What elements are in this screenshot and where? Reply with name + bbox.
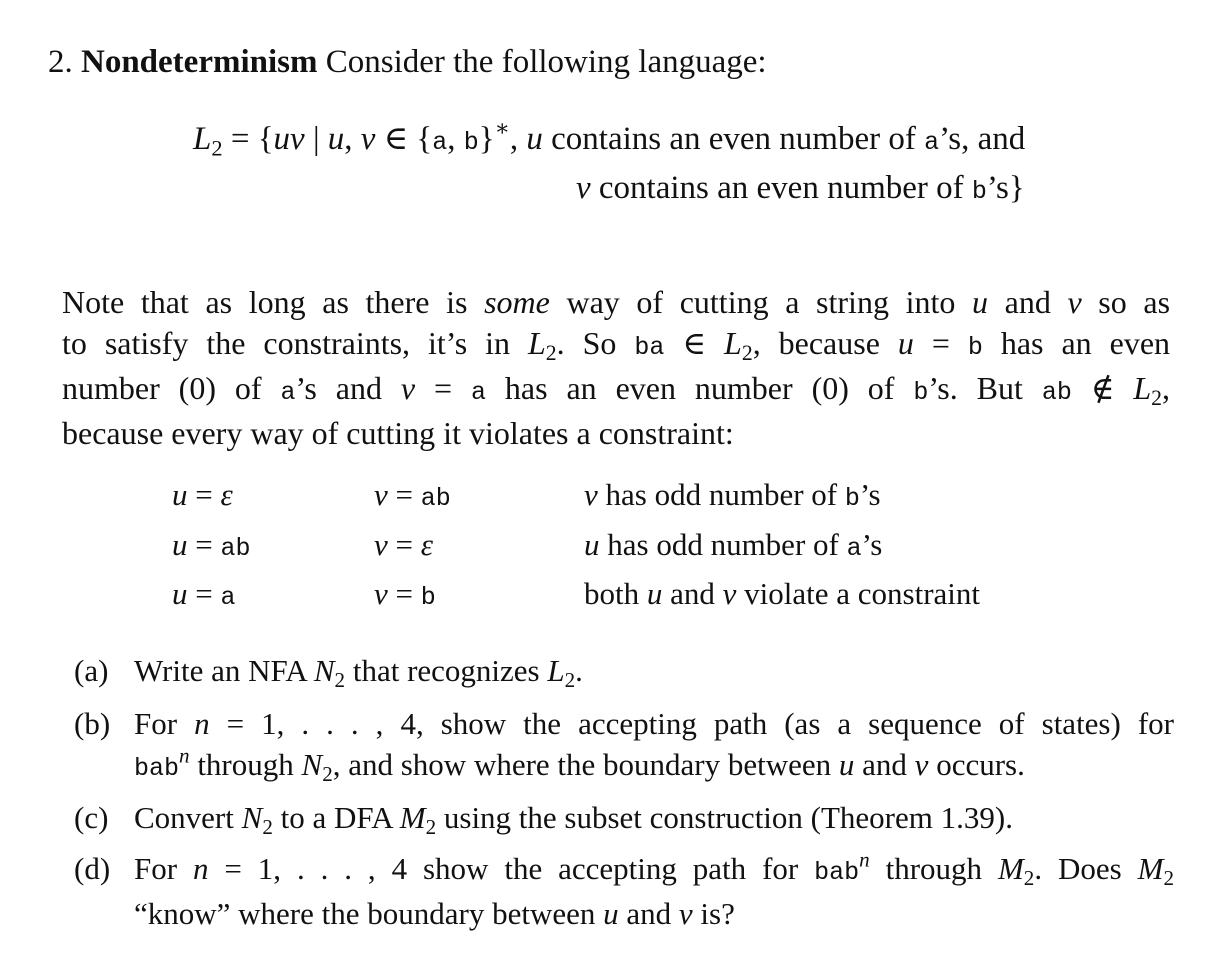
part-label: (b) [74, 706, 111, 741]
cut-u: u = ε [172, 477, 233, 512]
cut-row [0, 527, 1222, 567]
language-definition-line-1: $L_2 = \{uv$ | u, v ∈ {a, b}∗, u contains an even number of a’s, and [193, 115, 1026, 161]
cut-row [0, 576, 1222, 616]
note-line-2: to satisfy the constraints, it’s in $L_2$. So ba ∈ $L_2$, because u = b has an even [62, 325, 1171, 366]
note-paragraph [62, 282, 1170, 454]
note-line-3: number (0) of a’s and v = a has an even number (0) of b’s. But ab ∉ $L_2$, [62, 370, 1171, 411]
note-line-1: Note that as long as there is some way of cutting a string into u and v so as [62, 284, 1171, 320]
cut-v: v = ab [374, 477, 451, 513]
problem-intro: Consider the following language: [325, 44, 767, 80]
cut-v: v = b [374, 576, 436, 612]
part-text: Convert $N_2$ to a DFA $M_2$ using the subset construction (Theorem 1.39). [134, 800, 1013, 839]
language-definition-line-2: v contains an even number of b’s} [576, 170, 1025, 206]
cut-u: u = ab [172, 527, 251, 563]
problem-number: 2. [48, 44, 73, 80]
cut-reason: v has odd number of b’s [584, 477, 881, 513]
part-c [74, 797, 1174, 838]
part-text: For n = 1, . . . , 4 show the accepting path for bab$^n$ through $M_2$. Does $M_2$ “know” where the boundary between u and v is? [134, 847, 1174, 931]
part-b [74, 703, 1174, 789]
part-text: For n = 1, . . . , 4, show the accepting path (as a sequence of states) for bab$^n$ through $N_2$, and show where the boundary between u and v occurs. [134, 706, 1174, 786]
part-label: (d) [74, 851, 111, 886]
cut-row [0, 477, 1222, 517]
part-d [74, 848, 1174, 934]
problem-heading [48, 44, 767, 81]
cut-v: v = ε [374, 527, 433, 562]
problem-title: Nondeterminism [81, 44, 318, 80]
part-text: Write an NFA $N_2$ that recognizes $L_2$. [134, 653, 583, 692]
part-label: (a) [74, 653, 109, 688]
cut-u: u = a [172, 576, 236, 612]
note-line-4: because every way of cutting it violates a constraint: [62, 415, 734, 451]
part-label: (c) [74, 800, 109, 835]
cut-reason: both u and v violate a constraint [584, 576, 981, 611]
part-a [74, 650, 1174, 691]
cut-reason: u has odd number of a’s [584, 527, 883, 563]
